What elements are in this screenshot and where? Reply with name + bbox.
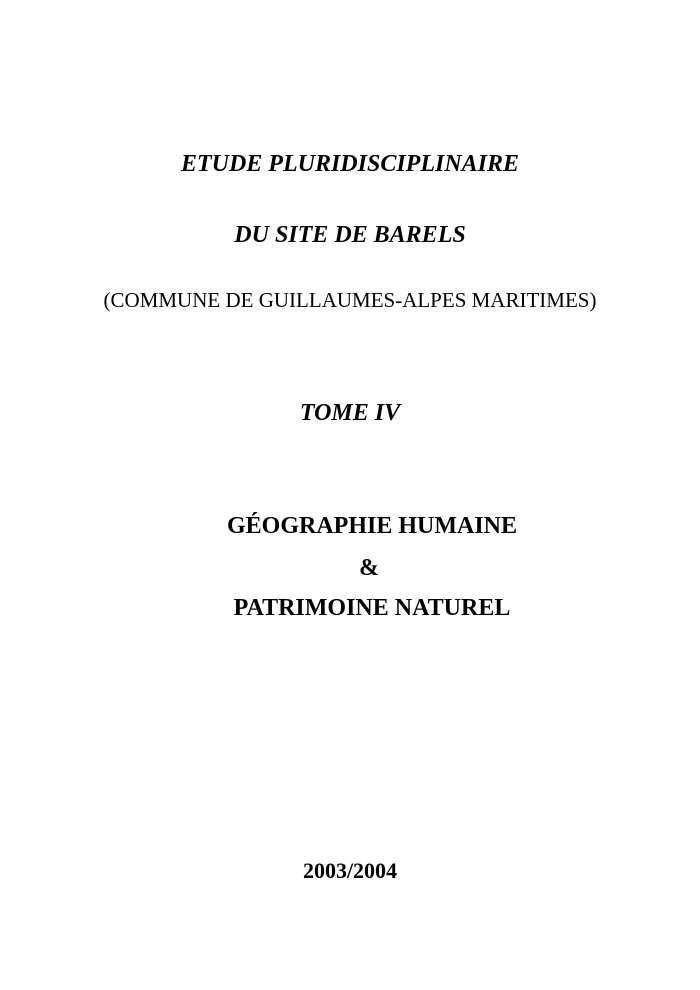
- subject-line-1: GÉOGRAPHIE HUMAINE: [226, 513, 517, 539]
- title-line-2: DU SITE DE BARELS: [234, 222, 466, 248]
- title-line-1: ETUDE PLURIDISCIPLINAIRE: [180, 151, 520, 177]
- tome-number: TOME IV: [299, 400, 401, 426]
- subject-ampersand: &: [359, 555, 379, 581]
- commune-subtitle: (COMMUNE DE GUILLAUMES-ALPES MARITIMES): [103, 288, 597, 312]
- years: 2003/2004: [302, 858, 398, 883]
- subject-line-2: PATRIMOINE NATUREL: [233, 595, 511, 621]
